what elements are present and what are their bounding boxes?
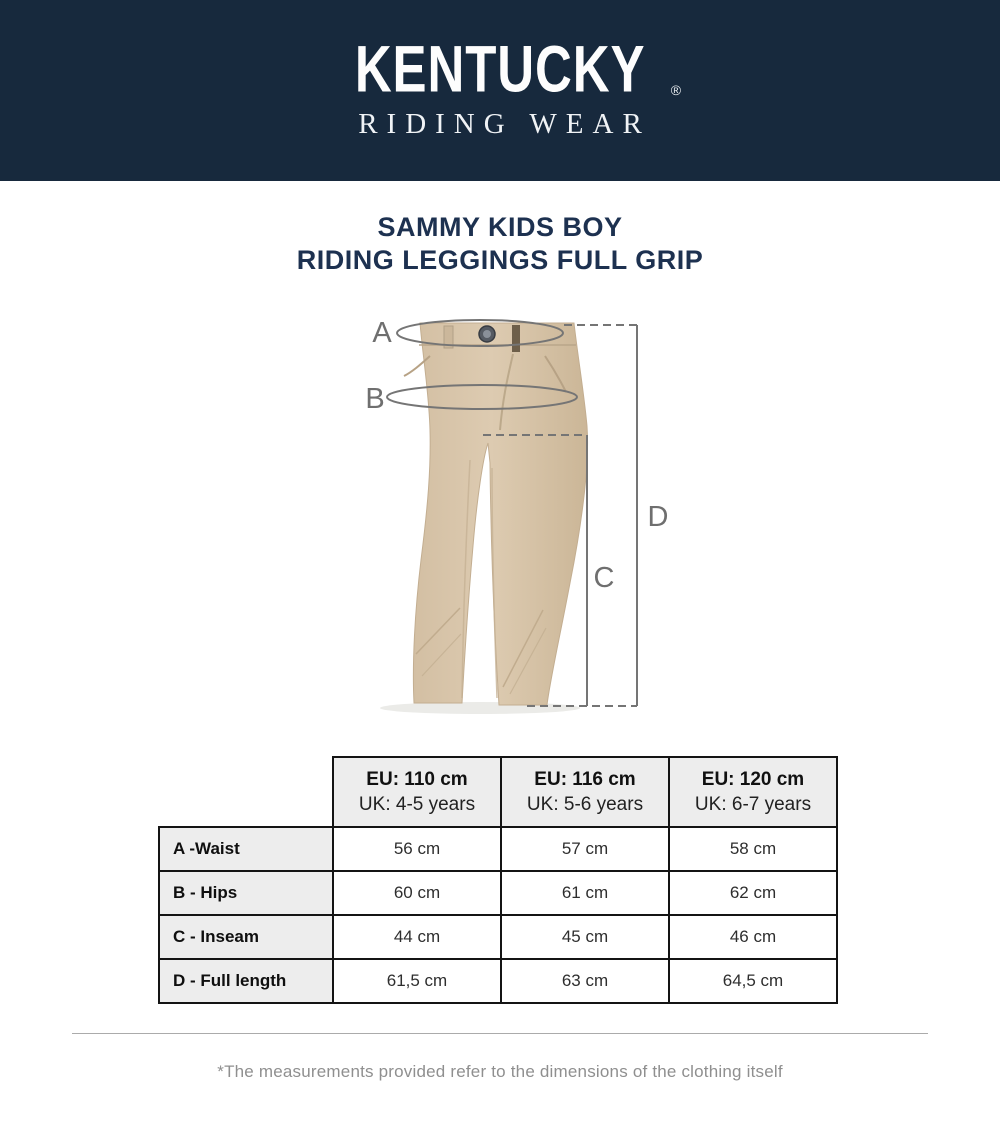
brand-header: [0, 0, 1000, 181]
size-column-120-uk: UK: 6-7 years: [694, 794, 812, 815]
size-column-116: [501, 757, 669, 827]
product-title-line2: RIDING LEGGINGS FULL GRIP: [296, 245, 704, 275]
belt-loop-right-shadow: [512, 325, 520, 352]
inseam-value-116: 45 cm: [501, 915, 669, 959]
size-column-110-eu: EU: 110 cm: [366, 769, 468, 790]
size-table: [158, 756, 838, 1004]
waist-value-120: 58 cm: [669, 827, 837, 871]
row-label-waist: A -Waist: [159, 827, 333, 871]
hips-value-116: 61 cm: [501, 871, 669, 915]
hips-value-110: 60 cm: [333, 871, 501, 915]
row-label-full-length: D - Full length: [159, 959, 333, 1003]
footer-divider: [72, 1033, 928, 1034]
inseam-value-120: 46 cm: [669, 915, 837, 959]
product-title: [0, 211, 1000, 277]
size-column-120: [669, 757, 837, 827]
waist-value-116: 57 cm: [501, 827, 669, 871]
pants-body: [413, 323, 587, 705]
pants-diagram: [350, 298, 690, 718]
measurement-figure: [350, 298, 690, 718]
brand-wordmark: KENTUCKY: [354, 31, 646, 107]
registered-trademark-icon: ®: [670, 81, 682, 98]
hips-value-120: 62 cm: [669, 871, 837, 915]
size-column-116-uk: UK: 5-6 years: [526, 794, 644, 815]
full-length-value-116: 63 cm: [501, 959, 669, 1003]
size-column-120-eu: EU: 120 cm: [701, 769, 805, 790]
size-column-110-uk: UK: 4-5 years: [358, 794, 476, 815]
row-label-hips: B - Hips: [159, 871, 333, 915]
table-row-waist: [159, 827, 837, 871]
label-b-hips: B: [365, 383, 385, 415]
full-length-value-120: 64,5 cm: [669, 959, 837, 1003]
row-label-inseam: C - Inseam: [159, 915, 333, 959]
waist-value-110: 56 cm: [333, 827, 501, 871]
measurement-footnote: *The measurements provided refer to the dimensions of the clothing itself: [217, 1062, 783, 1081]
full-length-value-110: 61,5 cm: [333, 959, 501, 1003]
inseam-value-110: 44 cm: [333, 915, 501, 959]
size-column-116-eu: EU: 116 cm: [534, 769, 636, 790]
brand-tagline: RIDING WEAR: [358, 107, 651, 140]
size-table-corner-cell: [159, 757, 333, 827]
table-row-hips: [159, 871, 837, 915]
waist-button-center: [483, 330, 491, 338]
size-table-header-row: [159, 757, 837, 827]
product-title-line1: SAMMY KIDS BOY: [377, 212, 623, 242]
label-d-full-length: D: [647, 501, 669, 533]
table-row-inseam: [159, 915, 837, 959]
label-c-inseam: C: [593, 562, 615, 594]
size-column-110: [333, 757, 501, 827]
ground-shadow: [380, 702, 580, 714]
label-a-waist: A: [372, 317, 392, 349]
brand-logo: [335, 31, 682, 107]
table-row-full-length: [159, 959, 837, 1003]
